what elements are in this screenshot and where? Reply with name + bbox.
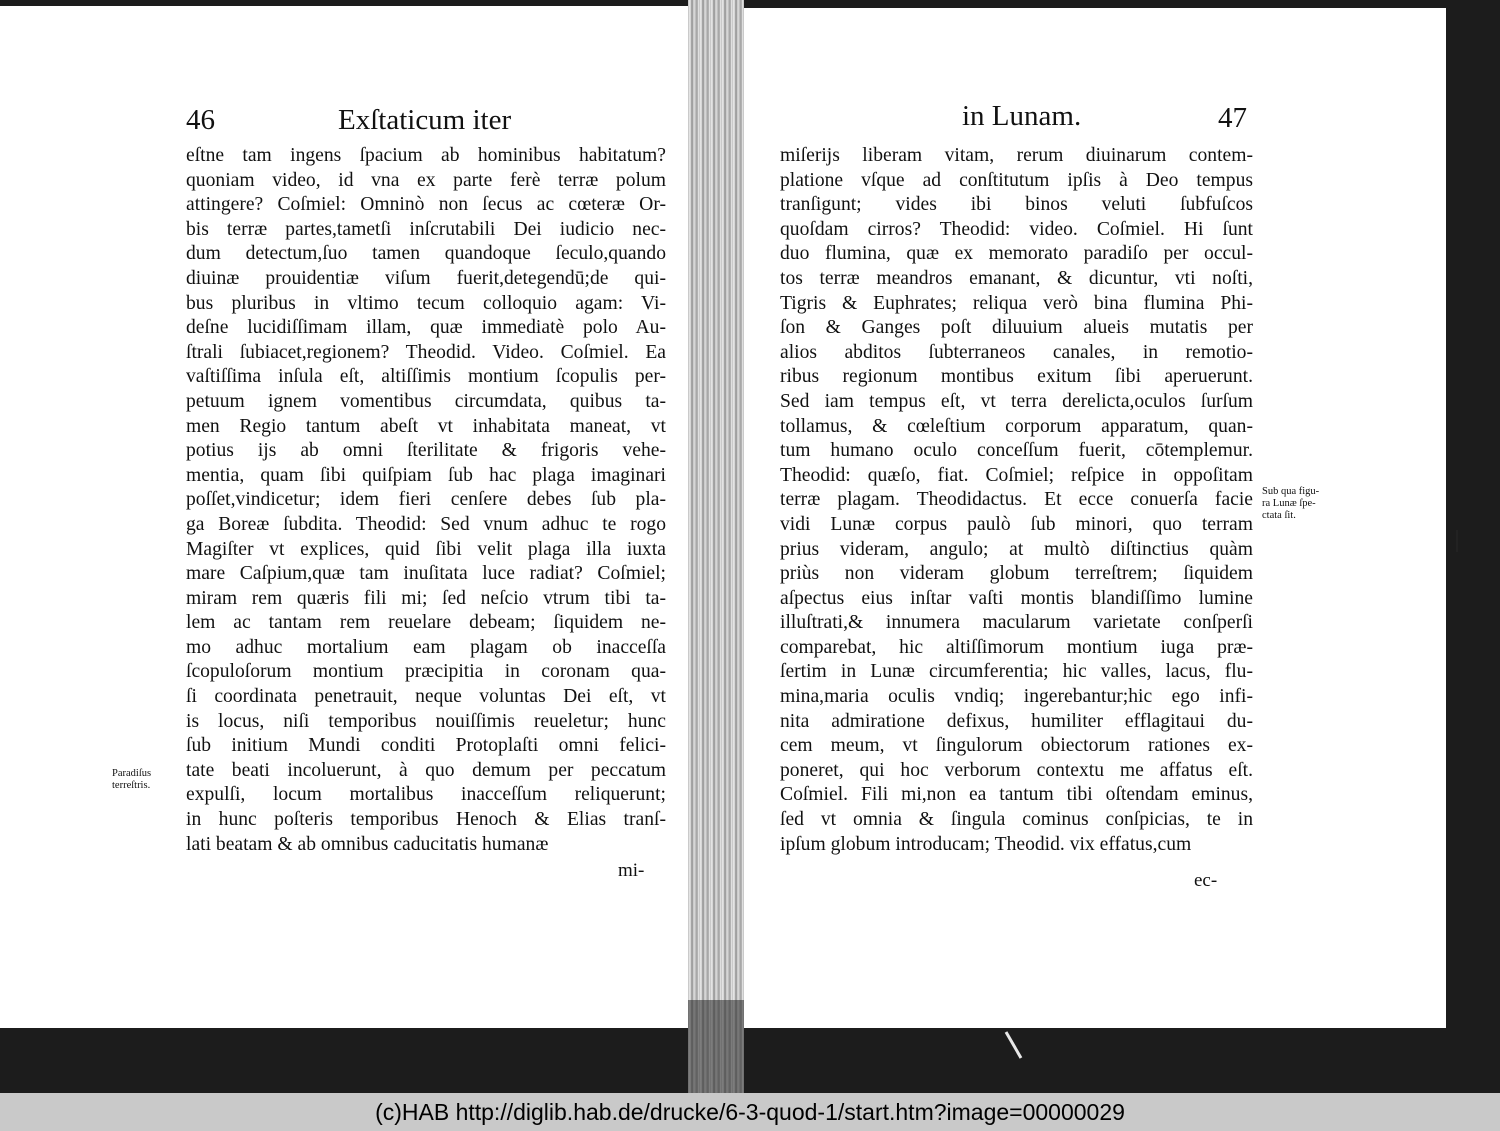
margin-note-line: Paradiſus — [112, 768, 152, 779]
text-line: priùs non videram globum terreſtrem; ſiquidem — [780, 563, 1253, 585]
text-line: expulſi, locum mortalibus inacceſſum reliquerunt; — [186, 784, 666, 806]
text-line: illuſtrati,& innumera macularum varietate conſperſi — [780, 612, 1253, 634]
text-line: bis terræ partes,tametſi inſcrutabili Dei iudicio nec- — [186, 218, 666, 240]
text-line: poſſet,vindicetur; idem fieri cenſere debes ſub pla- — [186, 489, 666, 511]
scan-speck — [1456, 530, 1458, 552]
text-line: mare Caſpium,quæ tam inuſitata luce radiat? Coſmiel; — [186, 563, 666, 585]
text-line: ſed vt omnia & ſingula cominus conſpicias, te in — [780, 809, 1253, 831]
text-line: tranſigunt; vides ibi binos veluti ſubfuſcos — [780, 194, 1253, 216]
text-line: mentia, quam ſibi quiſpiam ſub hac plaga imaginari — [186, 464, 666, 486]
left-page-number: 46 — [186, 104, 215, 136]
text-line: miram rem quæris fili mi; ſed neſcio vtrum tibi ta- — [186, 587, 666, 609]
margin-note-line: ra Lunæ ſpe- — [1262, 498, 1316, 509]
text-line: vaſtiſſima inſula eſt, altiſſimis montium ſcopulis per- — [186, 366, 666, 388]
text-line: nita admiratione defixus, humiliter efflagitaui du- — [780, 710, 1253, 732]
text-line: mo adhuc mortalium eam plagam ob inacceſſa — [186, 636, 666, 658]
text-line: tum humano oculo conceſſum fuerit, cōtemplemur. — [780, 440, 1253, 462]
text-line: potius ijs ab omni ſterilitate & frigoris vehe- — [186, 440, 666, 462]
text-line: ſertim in Lunæ circumferentia; hic valles, lacus, flu- — [780, 661, 1253, 683]
text-line: tate beati incoluerunt, à quo demum per peccatum — [186, 759, 666, 781]
text-line: Coſmiel. Fili mi,non ea tantum tibi oſtendam eminus, — [780, 784, 1253, 806]
text-line: ſub initium Mundi conditi Protoplaſti omni felici- — [186, 735, 666, 757]
book-gutter — [688, 0, 744, 1093]
margin-note-line: Sub qua figu- — [1262, 486, 1320, 497]
text-line: lati beatam & ab omnibus caducitatis humanæ — [186, 833, 549, 855]
text-line: Tigris & Euphrates; reliqua verò bina flumina Phi- — [780, 292, 1253, 314]
text-line: bus pluribus in vltimo tecum colloquio agam: Vi- — [186, 292, 666, 314]
text-line: aſpectus eius inſtar vaſti montis blandiſſimo lumine — [780, 587, 1253, 609]
text-line: ga Boreæ ſubdita. Theodid: Sed vnum adhuc te rogo — [186, 513, 666, 535]
right-page-text — [780, 144, 1253, 857]
text-line: petuum ignem vomentibus circumdata, quibus ta- — [186, 390, 666, 412]
text-line: mina,maria oculis vndiq; ingerebantur;hic ego infi- — [780, 686, 1253, 708]
text-line: ſon & Ganges poſt diluuium alueis mutatis per — [780, 317, 1253, 339]
text-line: terræ plagam. Theodidactus. Et ecce conuerſa facie — [780, 489, 1253, 511]
text-line: Sed iam tempus eſt, vt terra derelicta,oculos ſurſum — [780, 390, 1253, 412]
text-line: in hunc poſteris temporibus Henoch & Elias tranſ- — [186, 809, 666, 831]
text-line: duo flumina, quæ ex memorato paradiſo per occul- — [780, 243, 1253, 265]
right-catchword: ec- — [1194, 870, 1218, 891]
text-line: is locus, niſi temporibus nouiſſimis reueletur; hunc — [186, 710, 666, 732]
text-line: alios abditos ſubterraneos canales, in remotio- — [780, 341, 1253, 363]
text-line: Theodid: quæſo, fiat. Coſmiel; reſpice in oppoſitam — [780, 464, 1253, 486]
left-catchword: mi- — [618, 860, 645, 881]
margin-note-line: terreſtris. — [112, 780, 151, 791]
text-line: vidi Lunæ corpus paulò ſub minori, quo terram — [780, 513, 1253, 535]
text-line: tollamus, & cœleſtium corporum apparatum, quan- — [780, 415, 1253, 437]
text-line: Magiſter vt explices, quid ſibi velit plaga illa iuxta — [186, 538, 666, 560]
text-line: tos terræ meandros emanant, & dicuntur, vti noſti, — [780, 267, 1253, 289]
text-line: miſerijs liberam vitam, rerum diuinarum contem- — [780, 145, 1253, 166]
left-running-head: Exſtaticum iter — [338, 104, 512, 136]
text-line: lem ac tantam rem reuelare debeam; ſiquidem ne- — [186, 612, 666, 634]
text-line: dum detectum,ſuo tamen quandoque ſeculo,quando — [186, 243, 666, 265]
text-line: quoniam video, id vna ex parte ferè terræ polum — [186, 169, 666, 191]
text-line: poneret, qui hoc verborum contextu me affatus eſt. — [780, 759, 1253, 781]
text-line: deſne lucidiſſimam illam, quæ immediatè polo Au- — [186, 317, 666, 339]
right-page-number: 47 — [1218, 102, 1247, 134]
left-page-text — [186, 144, 666, 857]
text-line: ſtrali ſubiacet,regionem? Theodid. Video. Coſmiel. Ea — [186, 341, 666, 363]
text-line: attingere? Coſmiel: Omninò non ſecus ac cœteræ Or- — [186, 194, 666, 216]
text-line: platione vſque ad conſtitutum ipſis à Deo tempus — [780, 169, 1253, 191]
credit-footer: (c)HAB http://diglib.hab.de/drucke/6-3-quod-1/start.htm?image=00000029 — [0, 1093, 1500, 1131]
gutter-shadow — [688, 1000, 744, 1093]
text-line: ipſum globum introducam; Theodid. vix effatus,cum — [780, 833, 1192, 855]
text-line: prius videram, angulo; at multò diſtinctius quàm — [780, 538, 1253, 560]
right-running-head: in Lunam. — [962, 100, 1082, 132]
text-line: diuinæ prouidentiæ viſum fuerit,detegendū;de qui- — [186, 267, 666, 289]
text-line: men Regio tantum abeſt vt inhabitata maneat, vt — [186, 415, 666, 437]
text-line: comparebat, hic altiſſimorum montium iuga præ- — [780, 636, 1253, 658]
text-line: ſi coordinata penetrauit, neque voluntas Dei eſt, vt — [186, 686, 666, 708]
text-line: ſcopuloſorum montium præcipitia in coronam qua- — [186, 661, 666, 683]
text-line: ribus regionum montibus exitum ſibi aperuerunt. — [780, 366, 1253, 388]
text-line: eſtne tam ingens ſpacium ab hominibus habitatum? — [186, 145, 666, 166]
text-line: cem meum, vt ſingulorum obiectorum rationes ex- — [780, 735, 1253, 757]
margin-note-line: ctata ſit. — [1262, 510, 1296, 521]
text-line: quoſdam cirros? Theodid: video. Coſmiel. Hi ſunt — [780, 218, 1253, 240]
right-margin-note — [1262, 486, 1319, 522]
scan-speck — [1005, 1031, 1023, 1058]
left-margin-note — [112, 768, 151, 792]
